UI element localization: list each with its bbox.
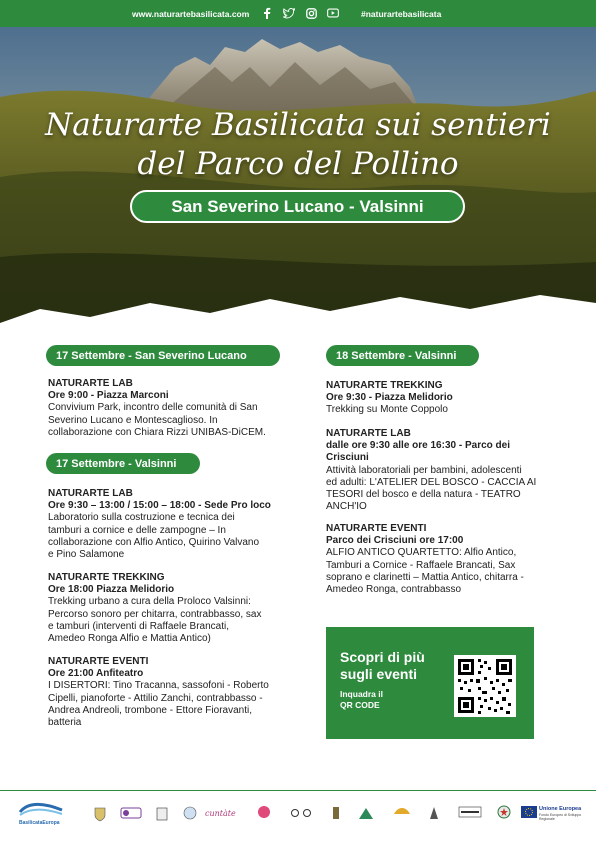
- event-time: dalle ore 9:30 alle ore 16:30 - Parco dei: [326, 440, 510, 452]
- event-desc-line: ALFIO ANTICO QUARTETTO: Alfio Antico,: [326, 547, 517, 559]
- cuntate-logo: cuntàte: [205, 809, 236, 818]
- event-desc-line: I DISERTORI: Tino Tracanna, sassofoni - Roberto: [48, 680, 269, 692]
- mountain-logo: [358, 806, 374, 820]
- bike-logo: [290, 807, 312, 817]
- event-desc-line: Trekking urbano a cura della Proloco Valsinni:: [48, 596, 251, 608]
- event-desc-line: batteria: [48, 717, 82, 729]
- qr-promo-box[interactable]: [326, 627, 534, 739]
- eu-flag-icon: [521, 806, 537, 818]
- top-bar: [0, 0, 596, 27]
- qr-title-line1: Scopri di più: [340, 649, 425, 665]
- event-time: Crisciuni: [326, 452, 369, 464]
- event-desc-line: Cipelli, pianoforte - Attilio Zanchi, contrabbasso -: [48, 692, 263, 704]
- event-desc-line: e Pino Salamone: [48, 549, 125, 561]
- event-desc-line: Trekking su Monte Coppolo: [326, 404, 448, 416]
- circle-logo: [183, 806, 197, 820]
- event-time: Ore 9:30 - Piazza Melidorio: [326, 392, 453, 404]
- social-icons: [261, 7, 339, 19]
- location-pill: San Severino Lucano - Valsinni: [130, 190, 465, 223]
- footer-divider: [0, 790, 596, 791]
- event-lab-18: [326, 428, 566, 513]
- event-trekking-18: [326, 380, 566, 417]
- date-badge-18-valsinni: 18 Settembre - Valsinni: [326, 345, 479, 366]
- bird-logo: [392, 804, 412, 820]
- event-title: NATURARTE TREKKING: [326, 380, 443, 391]
- event-desc-line: tamburi a cornice e delle zampogne – In: [48, 524, 226, 536]
- tower-logo: [330, 806, 342, 820]
- event-desc-line: ed adulti: L'ATELIER DEL BOSCO - CACCIA AI: [326, 476, 537, 488]
- event-desc-line: Convivium Park, incontro delle comunità di San: [48, 402, 258, 414]
- fesr-logo: [18, 800, 64, 818]
- event-time: Ore 9:30 – 13:00 / 15:00 – 18:00 - Sede Pro loco: [48, 500, 271, 512]
- event-desc-line: e tamburi (interventi di Raffaele Brancati,: [48, 620, 230, 632]
- figure-logo: [428, 806, 440, 820]
- italy-emblem-logo: [497, 805, 511, 819]
- event-eventi-valsinni: [48, 656, 313, 729]
- event-lab-sslucano: [48, 378, 308, 439]
- event-trekking-valsinni: [48, 572, 313, 645]
- youtube-icon[interactable]: [327, 7, 339, 19]
- website-link[interactable]: www.naturartebasilicata.com: [132, 9, 250, 19]
- qr-title: [340, 649, 425, 683]
- instagram-icon[interactable]: [305, 7, 317, 19]
- qr-title-line2: sugli eventi: [340, 666, 418, 682]
- event-desc-line: Percorso sonoro per chitarra, contrabbasso, sax: [48, 608, 262, 620]
- event-desc-line: Laboratorio sulla costruzione e tecnica dei: [48, 512, 235, 524]
- municipality-logo: [155, 806, 169, 822]
- hero-title-line1: Naturarte Basilicata sui sentieri: [45, 107, 551, 143]
- event-desc-line: Severino Lucano e Montescaglioso. In: [48, 414, 218, 426]
- event-desc-line: soprano e clarinetti – Mattia Antico, chitarra -: [326, 571, 524, 583]
- event-time: Ore 9:00 - Piazza Marconi: [48, 390, 169, 402]
- qr-hint-line2: QR CODE: [340, 700, 380, 710]
- event-title: NATURARTE LAB: [48, 378, 133, 389]
- twitter-icon[interactable]: [283, 7, 295, 19]
- eu-sublabel: Fondo Europeo di Sviluppo Regionale: [539, 813, 582, 821]
- fesr-label: BasilicataEuropa: [19, 820, 60, 826]
- event-desc-line: Attività laboratoriali per bambini, adolescenti: [326, 464, 522, 476]
- coat-of-arms-logo: [93, 806, 107, 822]
- event-desc-line: Amedeo Ronga, contrabbasso: [326, 584, 462, 596]
- hero-banner: [0, 27, 596, 327]
- qr-hint-line1: Inquadra il: [340, 689, 383, 699]
- date-badge-17-sslucano: 17 Settembre - San Severino Lucano: [46, 345, 280, 366]
- event-desc-line: collaborazione con Alfio Antico, Quirino Valvano: [48, 536, 260, 548]
- event-time: Ore 21:00 Anfiteatro: [48, 668, 144, 680]
- date-badge-17-valsinni: 17 Settembre - Valsinni: [46, 453, 200, 474]
- proloco-logo: [120, 806, 142, 820]
- event-lab-valsinni: [48, 488, 313, 561]
- event-title: NATURARTE EVENTI: [48, 656, 149, 667]
- event-eventi-18: [326, 523, 566, 596]
- event-time: Ore 18:00 Piazza Melidorio: [48, 584, 175, 596]
- event-title: NATURARTE EVENTI: [326, 523, 427, 534]
- event-title: NATURARTE TREKKING: [48, 572, 165, 583]
- event-desc-line: ANCH'IO: [326, 501, 367, 513]
- flower-logo: [257, 805, 271, 819]
- facebook-icon[interactable]: [261, 7, 273, 19]
- sponsor-logos: [0, 798, 596, 830]
- eu-label: Unione Europea: [539, 806, 582, 812]
- hero-title-line2: del Parco del Pollino: [137, 146, 459, 182]
- event-title: NATURARTE LAB: [48, 488, 133, 499]
- event-desc-line: Tamburi a Cornice - Raffaele Brancati, Sax: [326, 559, 516, 571]
- event-desc-line: Andrea Andreoli, trombone - Ettore Fioravanti,: [48, 704, 252, 716]
- hashtag: #naturartebasilicata: [361, 9, 442, 19]
- qr-code-image[interactable]: [454, 655, 516, 717]
- event-desc-line: collaborazione con Chiara Rizzi UNIBAS-DiCEM.: [48, 426, 266, 438]
- qr-hint: [340, 689, 383, 711]
- ministry-logo: [458, 806, 482, 818]
- event-title: NATURARTE LAB: [326, 428, 411, 439]
- event-time: Parco dei Crisciuni ore 17:00: [326, 535, 464, 547]
- event-desc-line: TESORI del bosco e della natura - TEATRO: [326, 489, 521, 501]
- event-desc-line: Amedeo Ronga Alfio e Mattia Antico): [48, 633, 211, 645]
